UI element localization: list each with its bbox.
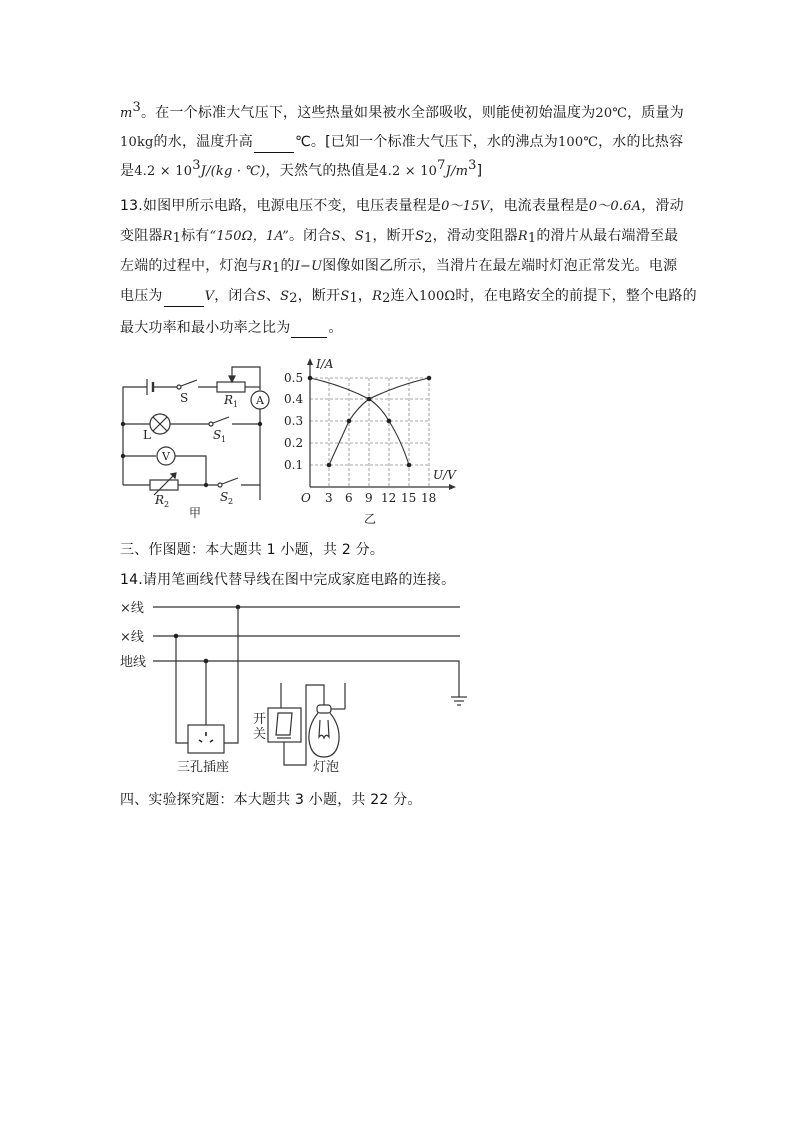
svg-text:1: 1 <box>221 435 227 444</box>
svg-text:O: O <box>301 491 311 505</box>
q12-line1: $m^3$。在一个标准大气压下，这些热量如果被水全部吸收，则能使初始温度为20℃，质量为 <box>120 100 684 121</box>
svg-text:2: 2 <box>164 500 170 509</box>
label-switch-1: 开 <box>253 712 267 727</box>
unit-m: m <box>120 106 133 121</box>
svg-text:1: 1 <box>233 400 239 409</box>
svg-text:R: R <box>155 493 165 507</box>
svg-text:15: 15 <box>401 491 417 505</box>
svg-text:2: 2 <box>228 497 234 506</box>
caption-yi: 乙 <box>364 512 377 526</box>
answer-blank-power-ratio[interactable] <box>291 323 327 338</box>
svg-text:S: S <box>220 490 229 504</box>
label-line-a: ×线 <box>120 601 144 616</box>
q12-line3: 是$4.2 \times 10^3J/(kg$ · ℃)，天然气的热值是$4.2 \times 10^7J/m^3$] <box>120 158 483 179</box>
section4-heading: 四、实验探究题：本大题共 3 小题，共 22 分。 <box>120 792 422 808</box>
q13-line2: 变阻器$R_1$标有“150Ω，1A”。闭合S、$S_1$，断开$S_2$，滑动变阻器$R_1$的滑片从最右端滑至最 <box>120 228 679 246</box>
ammeter-label: A <box>256 394 264 407</box>
y-axis-label: I/A <box>316 357 334 371</box>
svg-text:18: 18 <box>421 491 437 505</box>
svg-text:0.5: 0.5 <box>284 371 304 385</box>
label-socket: 三孔插座 <box>177 760 230 775</box>
svg-text:S: S <box>213 428 222 442</box>
svg-text:0.1: 0.1 <box>284 458 304 472</box>
svg-text:9: 9 <box>365 491 373 505</box>
answer-blank-temp-rise[interactable] <box>254 138 294 153</box>
x-axis-label: U/V <box>433 468 456 482</box>
label-bulb: 灯泡 <box>313 760 340 775</box>
household-circuit-diagram <box>110 595 470 780</box>
section3-heading: 三、作图题：本大题共 1 小题，共 2 分。 <box>120 542 385 558</box>
q13-line5: 最大功率和最小功率之比为 。 <box>120 320 343 336</box>
voltmeter-label: V <box>162 450 170 463</box>
q13-line3: 左端的过程中，灯泡与$R_1$的I−U图像如图乙所示，当滑片在最左端时灯泡正常发光。电源 <box>120 258 678 276</box>
label-S: S <box>180 391 189 405</box>
svg-text:3: 3 <box>325 491 333 505</box>
q12-line2: 10kg的水，温度升高 ℃。[已知一个标准大气压下，水的沸点为100℃，水的比热容 <box>120 132 683 153</box>
label-switch-2: 关 <box>253 727 267 742</box>
lamp-label: L <box>143 428 151 442</box>
caption-jia: 甲 <box>189 506 202 520</box>
label-line-b: ×线 <box>120 630 144 645</box>
svg-text:0.3: 0.3 <box>284 414 304 428</box>
curve-r1 <box>310 378 409 465</box>
label-ground: 地线 <box>120 655 147 670</box>
q13-line4: 电压为 V，闭合S、$S_2$，断开$S_1$，$R_2$连入100Ω时，在电路安全的前提下，整个电路的 <box>120 288 697 306</box>
curve-lamp <box>329 378 429 465</box>
q13-line1: 13.如图甲所示电路，电源电压不变，电压表量程是0～15V，电流表量程是0～0.6A，滑动 <box>120 198 684 214</box>
svg-text:R: R <box>224 393 234 407</box>
circuit-diagram-jia <box>110 355 280 525</box>
answer-blank-voltage[interactable] <box>164 292 204 307</box>
iu-graph-yi <box>280 355 470 530</box>
svg-text:0.2: 0.2 <box>284 436 304 450</box>
svg-text:12: 12 <box>381 491 397 505</box>
q14-text: 14.请用笔画线代替导线在图中完成家庭电路的连接。 <box>120 572 456 588</box>
svg-text:0.4: 0.4 <box>284 392 304 406</box>
temp-value: 20℃ <box>595 106 628 121</box>
svg-text:6: 6 <box>345 491 353 505</box>
